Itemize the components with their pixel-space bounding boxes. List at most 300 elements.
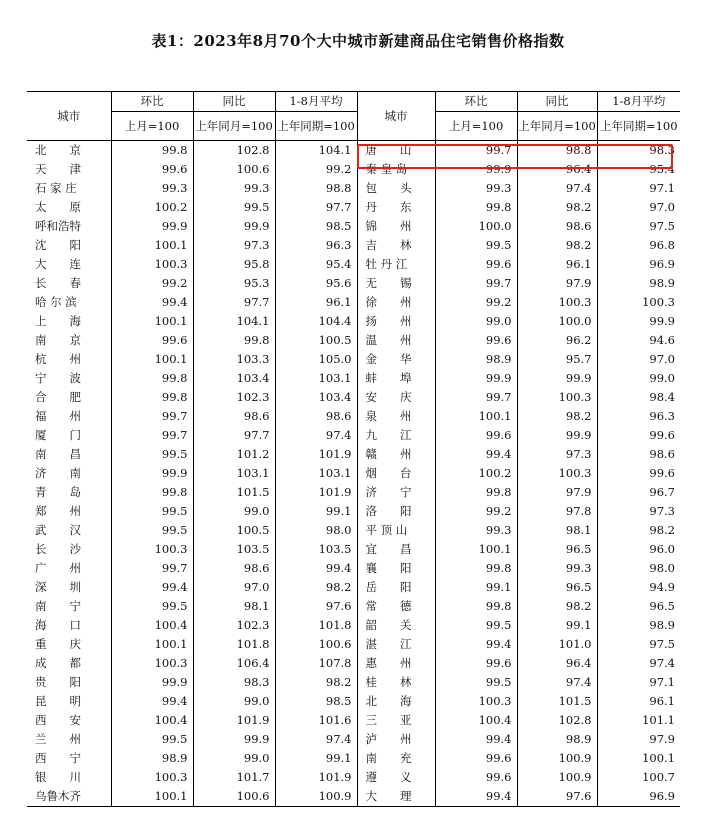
header-city-right: 城市 — [357, 92, 435, 141]
mom-cell-right: 99.4 — [435, 445, 517, 464]
city-cell-left: 济 南 — [35, 466, 81, 480]
avg-cell-left: 97.6 — [275, 597, 357, 616]
table-row — [27, 179, 680, 198]
header-mom-base-left: 上月=100 — [111, 112, 193, 141]
avg-cell-left: 98.2 — [275, 673, 357, 692]
table-body — [27, 141, 680, 807]
city-cell-left: 太 原 — [35, 200, 81, 214]
city-cell-left: 郑 州 — [35, 504, 81, 518]
city-cell-left: 南 京 — [35, 333, 81, 347]
yoy-cell-left: 102.8 — [193, 141, 275, 161]
table-row — [27, 521, 680, 540]
header-yoy-left: 同比 — [193, 92, 275, 112]
yoy-cell-left: 106.4 — [193, 654, 275, 673]
yoy-cell-left: 97.7 — [193, 426, 275, 445]
table-row — [27, 369, 680, 388]
mom-cell-right: 99.7 — [435, 388, 517, 407]
yoy-cell-left: 98.6 — [193, 559, 275, 578]
mom-cell-right: 99.6 — [435, 654, 517, 673]
city-cell-right: 安 庆 — [357, 388, 435, 407]
city-cell-right: 泉 州 — [357, 407, 435, 426]
table-row — [27, 654, 680, 673]
yoy-cell-right: 97.3 — [517, 445, 597, 464]
table-row — [27, 293, 680, 312]
city-cell-right: 牡 丹 江 — [357, 255, 435, 274]
avg-cell-right: 96.9 — [597, 255, 680, 274]
yoy-cell-left: 100.6 — [193, 160, 275, 179]
table-row — [27, 730, 680, 749]
city-cell-right: 泸 州 — [357, 730, 435, 749]
table-row — [27, 616, 680, 635]
avg-cell-left: 97.7 — [275, 198, 357, 217]
avg-cell-left: 98.6 — [275, 407, 357, 426]
city-cell-left: 南 昌 — [35, 447, 81, 461]
mom-cell-right: 99.5 — [435, 673, 517, 692]
mom-cell-left: 100.3 — [111, 540, 193, 559]
mom-cell-left: 99.4 — [111, 293, 193, 312]
avg-cell-left: 104.1 — [275, 141, 357, 161]
avg-cell-left: 97.4 — [275, 426, 357, 445]
avg-cell-left: 103.5 — [275, 540, 357, 559]
city-cell-left: 北 京 — [35, 143, 81, 157]
city-cell-left: 兰 州 — [35, 732, 81, 746]
avg-cell-left: 95.6 — [275, 274, 357, 293]
yoy-cell-right: 100.3 — [517, 464, 597, 483]
yoy-cell-left: 104.1 — [193, 312, 275, 331]
mom-cell-right: 99.6 — [435, 749, 517, 768]
city-cell-left: 广 州 — [35, 561, 81, 575]
yoy-cell-left: 101.8 — [193, 635, 275, 654]
yoy-cell-left: 99.0 — [193, 502, 275, 521]
mom-cell-left: 99.8 — [111, 388, 193, 407]
mom-cell-right: 100.1 — [435, 407, 517, 426]
mom-cell-right: 100.1 — [435, 540, 517, 559]
avg-cell-left: 104.4 — [275, 312, 357, 331]
yoy-cell-right: 99.9 — [517, 426, 597, 445]
mom-cell-left: 99.7 — [111, 407, 193, 426]
table-row — [27, 312, 680, 331]
yoy-cell-right: 99.3 — [517, 559, 597, 578]
avg-cell-right: 97.5 — [597, 635, 680, 654]
table-row — [27, 445, 680, 464]
avg-cell-right: 96.0 — [597, 540, 680, 559]
highlight-box-tangshan — [357, 144, 673, 169]
mom-cell-left: 99.5 — [111, 597, 193, 616]
avg-cell-right: 95.4 — [597, 160, 680, 179]
city-cell-right: 金 华 — [357, 350, 435, 369]
city-cell-right: 温 州 — [357, 331, 435, 350]
avg-cell-left: 96.1 — [275, 293, 357, 312]
mom-cell-right: 99.6 — [435, 426, 517, 445]
mom-cell-right: 100.4 — [435, 711, 517, 730]
mom-cell-left: 100.4 — [111, 711, 193, 730]
mom-cell-right: 99.3 — [435, 179, 517, 198]
mom-cell-right: 99.1 — [435, 578, 517, 597]
yoy-cell-left: 103.3 — [193, 350, 275, 369]
mom-cell-left: 99.7 — [111, 559, 193, 578]
mom-cell-left: 99.6 — [111, 160, 193, 179]
table-row — [27, 464, 680, 483]
mom-cell-left: 99.3 — [111, 179, 193, 198]
page-title: 表1：2023年8月70个大中城市新建商品住宅销售价格指数 — [151, 32, 565, 50]
mom-cell-left: 100.2 — [111, 198, 193, 217]
avg-cell-right: 99.9 — [597, 312, 680, 331]
avg-cell-right: 100.3 — [597, 293, 680, 312]
mom-cell-left: 99.8 — [111, 141, 193, 161]
yoy-cell-left: 99.0 — [193, 749, 275, 768]
city-cell-left: 海 口 — [35, 618, 81, 632]
city-cell-right: 桂 林 — [357, 673, 435, 692]
yoy-cell-left: 101.2 — [193, 445, 275, 464]
avg-cell-left: 99.2 — [275, 160, 357, 179]
mom-cell-right: 99.5 — [435, 616, 517, 635]
avg-cell-right: 98.9 — [597, 274, 680, 293]
avg-cell-left: 100.5 — [275, 331, 357, 350]
yoy-cell-right: 99.9 — [517, 369, 597, 388]
city-cell-left: 宁 波 — [35, 371, 81, 385]
yoy-cell-left: 101.9 — [193, 711, 275, 730]
avg-cell-left: 103.4 — [275, 388, 357, 407]
city-cell-right: 包 头 — [357, 179, 435, 198]
avg-cell-left: 99.4 — [275, 559, 357, 578]
mom-cell-left: 100.4 — [111, 616, 193, 635]
table-row — [27, 749, 680, 768]
mom-cell-right: 99.5 — [435, 236, 517, 255]
yoy-cell-right: 95.7 — [517, 350, 597, 369]
city-cell-right: 岳 阳 — [357, 578, 435, 597]
city-cell-left: 哈 尔 滨 — [35, 295, 77, 309]
avg-cell-right: 97.5 — [597, 217, 680, 236]
table-row — [27, 768, 680, 787]
mom-cell-left: 99.2 — [111, 274, 193, 293]
mom-cell-left: 99.5 — [111, 445, 193, 464]
city-cell-right: 吉 林 — [357, 236, 435, 255]
avg-cell-right: 96.8 — [597, 236, 680, 255]
yoy-cell-left: 102.3 — [193, 616, 275, 635]
avg-cell-left: 100.9 — [275, 787, 357, 807]
avg-cell-right: 96.3 — [597, 407, 680, 426]
city-cell-right: 唐 山 — [357, 141, 435, 161]
avg-cell-right: 99.0 — [597, 369, 680, 388]
yoy-cell-left: 98.1 — [193, 597, 275, 616]
avg-cell-left: 100.6 — [275, 635, 357, 654]
mom-cell-left: 100.3 — [111, 768, 193, 787]
city-cell-right: 三 亚 — [357, 711, 435, 730]
avg-cell-left: 97.4 — [275, 730, 357, 749]
mom-cell-left: 99.5 — [111, 730, 193, 749]
header-mom-base-right: 上月=100 — [435, 112, 517, 141]
yoy-cell-left: 99.3 — [193, 179, 275, 198]
city-cell-left: 天 津 — [35, 162, 81, 176]
city-cell-right: 湛 江 — [357, 635, 435, 654]
table-row — [27, 350, 680, 369]
city-cell-left: 南 宁 — [35, 599, 81, 613]
avg-cell-right: 98.0 — [597, 559, 680, 578]
avg-cell-left: 98.5 — [275, 692, 357, 711]
avg-cell-right: 96.5 — [597, 597, 680, 616]
mom-cell-right: 99.8 — [435, 597, 517, 616]
avg-cell-right: 97.9 — [597, 730, 680, 749]
yoy-cell-right: 98.6 — [517, 217, 597, 236]
header-yoy-right: 同比 — [517, 92, 597, 112]
mom-cell-left: 100.3 — [111, 654, 193, 673]
city-cell-left: 乌鲁木齐 — [27, 787, 111, 807]
avg-cell-right: 97.1 — [597, 179, 680, 198]
yoy-cell-right: 100.3 — [517, 388, 597, 407]
table-row — [27, 274, 680, 293]
mom-cell-right: 99.6 — [435, 331, 517, 350]
mom-cell-right: 99.8 — [435, 198, 517, 217]
city-cell-left: 呼和浩特 — [35, 219, 81, 233]
header-avg-right: 1-8月平均 — [597, 92, 680, 112]
yoy-cell-left: 103.5 — [193, 540, 275, 559]
city-cell-right: 大 理 — [357, 787, 435, 807]
city-cell-right: 北 海 — [357, 692, 435, 711]
table-row — [27, 388, 680, 407]
yoy-cell-right: 98.2 — [517, 198, 597, 217]
yoy-cell-left: 100.6 — [193, 787, 275, 807]
city-cell-right: 锦 州 — [357, 217, 435, 236]
avg-cell-right: 100.7 — [597, 768, 680, 787]
mom-cell-left: 100.1 — [111, 350, 193, 369]
city-cell-right: 惠 州 — [357, 654, 435, 673]
yoy-cell-right: 98.2 — [517, 407, 597, 426]
city-cell-right: 赣 州 — [357, 445, 435, 464]
city-cell-left: 青 岛 — [35, 485, 81, 499]
table-row — [27, 426, 680, 445]
avg-cell-right: 99.6 — [597, 426, 680, 445]
city-cell-right: 宜 昌 — [357, 540, 435, 559]
mom-cell-left: 99.9 — [111, 464, 193, 483]
mom-cell-right: 99.7 — [435, 274, 517, 293]
header-yoy-base-left: 上年同月=100 — [193, 112, 275, 141]
mom-cell-left: 100.1 — [111, 635, 193, 654]
mom-cell-left: 99.4 — [111, 578, 193, 597]
yoy-cell-right: 100.3 — [517, 293, 597, 312]
table-row — [27, 236, 680, 255]
avg-cell-right: 100.1 — [597, 749, 680, 768]
avg-cell-left: 101.9 — [275, 483, 357, 502]
mom-cell-right: 99.4 — [435, 787, 517, 807]
yoy-cell-left: 101.7 — [193, 768, 275, 787]
avg-cell-right: 97.3 — [597, 502, 680, 521]
avg-cell-left: 101.8 — [275, 616, 357, 635]
mom-cell-right: 99.2 — [435, 502, 517, 521]
city-cell-left: 深 圳 — [35, 580, 81, 594]
yoy-cell-left: 103.4 — [193, 369, 275, 388]
yoy-cell-right: 96.4 — [517, 160, 597, 179]
header-mom-right: 环比 — [435, 92, 517, 112]
yoy-cell-right: 101.0 — [517, 635, 597, 654]
table-row — [27, 540, 680, 559]
header-avg-left: 1-8月平均 — [275, 92, 357, 112]
mom-cell-right: 99.8 — [435, 483, 517, 502]
yoy-cell-left: 100.5 — [193, 521, 275, 540]
avg-cell-right: 98.2 — [597, 521, 680, 540]
city-cell-right: 韶 关 — [357, 616, 435, 635]
table-row — [27, 673, 680, 692]
table-row — [27, 217, 680, 236]
city-cell-left: 沈 阳 — [35, 238, 81, 252]
yoy-cell-right: 98.9 — [517, 730, 597, 749]
city-cell-right: 蚌 埠 — [357, 369, 435, 388]
city-cell-right: 南 充 — [357, 749, 435, 768]
mom-cell-right: 100.2 — [435, 464, 517, 483]
mom-cell-left: 99.6 — [111, 331, 193, 350]
avg-cell-right: 96.7 — [597, 483, 680, 502]
city-cell-right: 遵 义 — [357, 768, 435, 787]
yoy-cell-left: 99.9 — [193, 217, 275, 236]
avg-cell-left: 101.6 — [275, 711, 357, 730]
yoy-cell-right: 98.2 — [517, 597, 597, 616]
mom-cell-left: 99.9 — [111, 217, 193, 236]
mom-cell-right: 99.4 — [435, 730, 517, 749]
avg-cell-left: 99.1 — [275, 502, 357, 521]
table-row — [27, 578, 680, 597]
header-avg-base-left: 上年同期=100 — [275, 112, 357, 141]
yoy-cell-right: 98.2 — [517, 236, 597, 255]
avg-cell-left: 99.1 — [275, 749, 357, 768]
yoy-cell-right: 97.4 — [517, 673, 597, 692]
city-cell-right: 襄 阳 — [357, 559, 435, 578]
avg-cell-right: 98.4 — [597, 388, 680, 407]
mom-cell-left: 99.9 — [111, 673, 193, 692]
yoy-cell-right: 96.2 — [517, 331, 597, 350]
yoy-cell-right: 99.1 — [517, 616, 597, 635]
yoy-cell-right: 100.9 — [517, 749, 597, 768]
mom-cell-right: 99.4 — [435, 635, 517, 654]
header-mom-left: 环比 — [111, 92, 193, 112]
mom-cell-left: 99.5 — [111, 521, 193, 540]
yoy-cell-left: 98.3 — [193, 673, 275, 692]
avg-cell-right: 96.9 — [597, 787, 680, 807]
table-row — [27, 502, 680, 521]
mom-cell-right: 98.9 — [435, 350, 517, 369]
city-cell-right: 平 顶 山 — [357, 521, 435, 540]
yoy-cell-right: 97.8 — [517, 502, 597, 521]
table-row — [27, 711, 680, 730]
mom-cell-left: 99.5 — [111, 502, 193, 521]
avg-cell-right: 96.1 — [597, 692, 680, 711]
yoy-cell-right: 98.8 — [517, 141, 597, 161]
mom-cell-right: 99.7 — [435, 141, 517, 161]
avg-cell-left: 105.0 — [275, 350, 357, 369]
avg-cell-right: 101.1 — [597, 711, 680, 730]
city-cell-right: 徐 州 — [357, 293, 435, 312]
city-cell-left: 长 沙 — [35, 542, 81, 556]
avg-cell-left: 101.9 — [275, 768, 357, 787]
avg-cell-right: 97.0 — [597, 350, 680, 369]
yoy-cell-left: 95.3 — [193, 274, 275, 293]
yoy-cell-right: 96.4 — [517, 654, 597, 673]
avg-cell-left: 107.8 — [275, 654, 357, 673]
city-cell-left: 福 州 — [35, 409, 81, 423]
city-cell-left: 重 庆 — [35, 637, 81, 651]
city-cell-right: 常 德 — [357, 597, 435, 616]
mom-cell-left: 100.1 — [111, 312, 193, 331]
yoy-cell-right: 100.9 — [517, 768, 597, 787]
avg-cell-right: 97.1 — [597, 673, 680, 692]
header-yoy-base-right: 上年同月=100 — [517, 112, 597, 141]
yoy-cell-left: 97.7 — [193, 293, 275, 312]
header-city-left: 城市 — [27, 92, 111, 141]
city-cell-left: 合 肥 — [35, 390, 81, 404]
city-cell-right: 济 宁 — [357, 483, 435, 502]
yoy-cell-right: 97.6 — [517, 787, 597, 807]
yoy-cell-left: 103.1 — [193, 464, 275, 483]
city-cell-right: 扬 州 — [357, 312, 435, 331]
table-row — [27, 635, 680, 654]
header-avg-base-right: 上年同期=100 — [597, 112, 680, 141]
avg-cell-right: 99.6 — [597, 464, 680, 483]
yoy-cell-left: 97.0 — [193, 578, 275, 597]
yoy-cell-right: 96.1 — [517, 255, 597, 274]
avg-cell-right: 97.0 — [597, 198, 680, 217]
mom-cell-left: 98.9 — [111, 749, 193, 768]
yoy-cell-left: 99.9 — [193, 730, 275, 749]
mom-cell-right: 99.3 — [435, 521, 517, 540]
avg-cell-left: 98.0 — [275, 521, 357, 540]
mom-cell-right: 99.9 — [435, 160, 517, 179]
table-row — [27, 255, 680, 274]
mom-cell-right: 99.8 — [435, 559, 517, 578]
mom-cell-left: 99.8 — [111, 369, 193, 388]
table-row — [27, 331, 680, 350]
mom-cell-right: 100.3 — [435, 692, 517, 711]
city-cell-left: 西 宁 — [35, 751, 81, 765]
mom-cell-right: 99.6 — [435, 768, 517, 787]
avg-cell-right: 98.3 — [597, 141, 680, 161]
city-cell-left: 石 家 庄 — [35, 181, 77, 195]
avg-cell-right: 94.9 — [597, 578, 680, 597]
avg-cell-left: 95.4 — [275, 255, 357, 274]
yoy-cell-left: 102.3 — [193, 388, 275, 407]
header-row-base — [27, 112, 680, 141]
mom-cell-left: 100.1 — [111, 787, 193, 807]
table-row — [27, 407, 680, 426]
yoy-cell-left: 101.5 — [193, 483, 275, 502]
table-row — [27, 198, 680, 217]
avg-cell-right: 98.6 — [597, 445, 680, 464]
yoy-cell-right: 98.1 — [517, 521, 597, 540]
mom-cell-left: 100.3 — [111, 255, 193, 274]
city-cell-right: 洛 阳 — [357, 502, 435, 521]
avg-cell-right: 97.4 — [597, 654, 680, 673]
yoy-cell-left: 95.8 — [193, 255, 275, 274]
avg-cell-left: 96.3 — [275, 236, 357, 255]
mom-cell-right: 100.0 — [435, 217, 517, 236]
yoy-cell-right: 97.4 — [517, 179, 597, 198]
avg-cell-left: 98.8 — [275, 179, 357, 198]
yoy-cell-right: 101.5 — [517, 692, 597, 711]
yoy-cell-right: 96.5 — [517, 540, 597, 559]
city-cell-left: 贵 阳 — [35, 675, 81, 689]
city-cell-left: 西 安 — [35, 713, 81, 727]
mom-cell-left: 99.4 — [111, 692, 193, 711]
table-row — [27, 692, 680, 711]
table-row — [27, 597, 680, 616]
avg-cell-left: 103.1 — [275, 369, 357, 388]
yoy-cell-right: 100.0 — [517, 312, 597, 331]
city-cell-left: 昆 明 — [35, 694, 81, 708]
header-row-top — [27, 92, 680, 112]
mom-cell-right: 99.2 — [435, 293, 517, 312]
yoy-cell-right: 97.9 — [517, 274, 597, 293]
table-row — [27, 559, 680, 578]
table-row — [27, 787, 680, 807]
yoy-cell-right: 102.8 — [517, 711, 597, 730]
city-cell-left: 银 川 — [35, 770, 81, 784]
